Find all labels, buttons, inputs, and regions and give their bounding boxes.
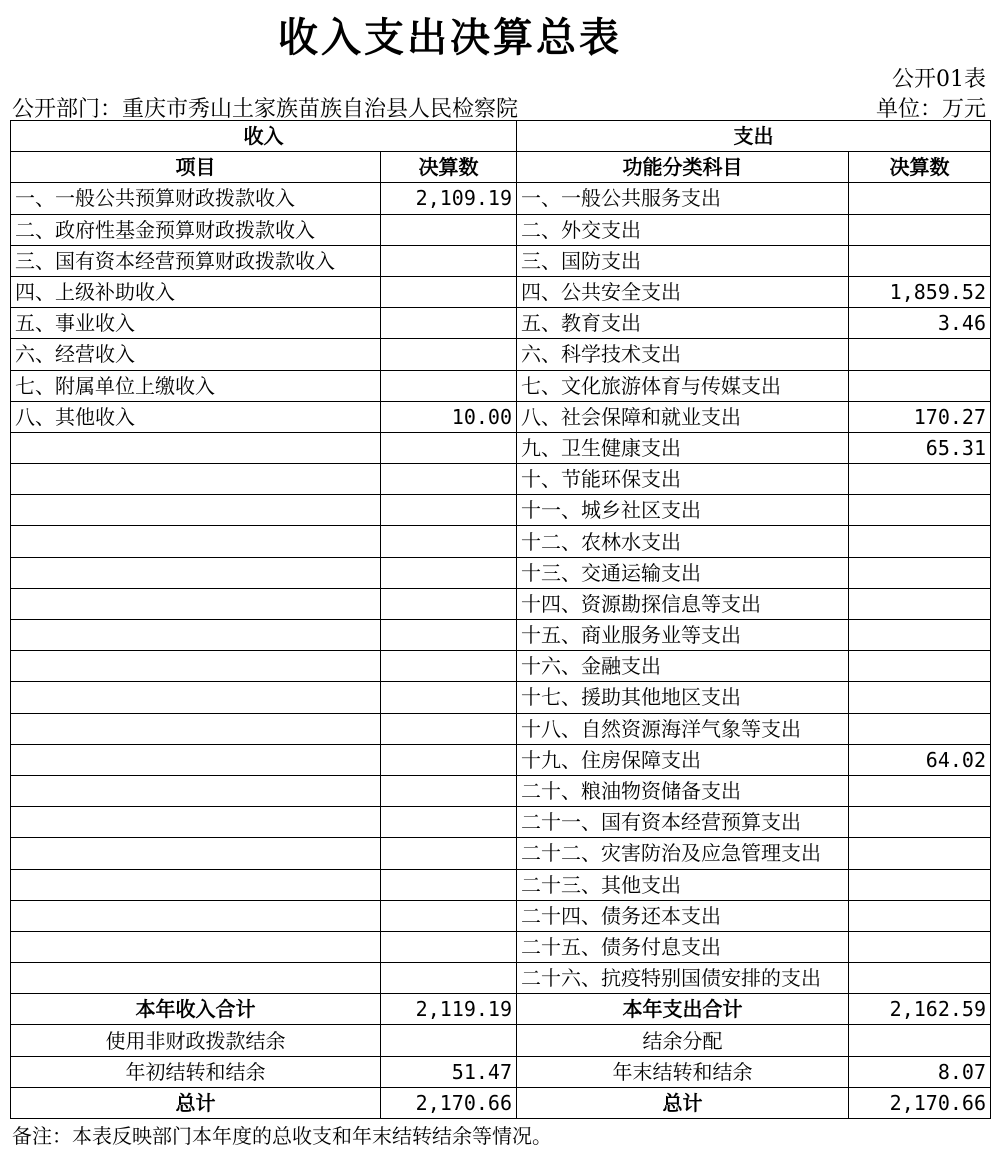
- summary-expense-label: 总计: [517, 1087, 849, 1118]
- table-row: [11, 869, 991, 900]
- summary-expense-amount: 8.07: [849, 1056, 991, 1087]
- income-amount-cell: [381, 620, 517, 651]
- expense-amount-cell: [849, 183, 991, 214]
- income-amount-cell: [381, 464, 517, 495]
- income-item-cell: 一、一般公共预算财政拨款收入: [11, 183, 381, 214]
- expense-amount-cell: [849, 245, 991, 276]
- expense-amount-cell: [849, 370, 991, 401]
- summary-expense-amount: [849, 1025, 991, 1056]
- expense-amount-cell: [849, 838, 991, 869]
- table-row: [11, 183, 991, 214]
- income-item-cell: [11, 931, 381, 962]
- income-amount-cell: [381, 495, 517, 526]
- summary-expense-amount: 2,170.66: [849, 1087, 991, 1118]
- expense-item-cell: 十、节能环保支出: [517, 464, 849, 495]
- income-item-cell: [11, 713, 381, 744]
- income-item-cell: [11, 651, 381, 682]
- income-amount-cell: [381, 588, 517, 619]
- expense-item-cell: 二十、粮油物资储备支出: [517, 775, 849, 806]
- income-amount-cell: [381, 308, 517, 339]
- expense-item-cell: 二十四、债务还本支出: [517, 900, 849, 931]
- income-item-cell: [11, 526, 381, 557]
- income-item-cell: [11, 963, 381, 994]
- header-row-group: [11, 121, 991, 152]
- table-row: [11, 588, 991, 619]
- expense-amount-cell: [849, 900, 991, 931]
- expense-item-cell: 二、外交支出: [517, 214, 849, 245]
- table-row: [11, 900, 991, 931]
- table-row: [11, 744, 991, 775]
- summary-expense-amount: 2,162.59: [849, 994, 991, 1025]
- income-amount-cell: [381, 214, 517, 245]
- summary-income-label: 年初结转和结余: [11, 1056, 381, 1087]
- table-row: [11, 931, 991, 962]
- income-amount-cell: [381, 245, 517, 276]
- header-row-columns: [11, 152, 991, 183]
- table-row: [11, 557, 991, 588]
- expense-item-cell: 十六、金融支出: [517, 651, 849, 682]
- expense-item-cell: 十八、自然资源海洋气象等支出: [517, 713, 849, 744]
- table-row: [11, 276, 991, 307]
- summary-row: [11, 1087, 991, 1118]
- income-item-cell: [11, 557, 381, 588]
- table-row: [11, 713, 991, 744]
- table-row: [11, 775, 991, 806]
- income-amount-cell: [381, 276, 517, 307]
- expense-item-cell: 六、科学技术支出: [517, 339, 849, 370]
- expense-item-cell: 八、社会保障和就业支出: [517, 401, 849, 432]
- income-item-cell: [11, 588, 381, 619]
- expense-amount-cell: 170.27: [849, 401, 991, 432]
- table-row: [11, 308, 991, 339]
- table-row: [11, 464, 991, 495]
- summary-row: [11, 1025, 991, 1056]
- summary-income-amount: [381, 1025, 517, 1056]
- summary-expense-label: 年末结转和结余: [517, 1056, 849, 1087]
- income-amount-cell: 2,109.19: [381, 183, 517, 214]
- expense-amount-cell: [849, 588, 991, 619]
- expense-amount-cell: [849, 339, 991, 370]
- page-title: 收入支出决算总表: [278, 14, 622, 61]
- expense-item-cell: 十九、住房保障支出: [517, 744, 849, 775]
- table-row: [11, 245, 991, 276]
- expense-item-cell: 二十三、其他支出: [517, 869, 849, 900]
- expense-amount-cell: [849, 869, 991, 900]
- expense-amount-cell: [849, 931, 991, 962]
- func-category-header: 功能分类科目: [517, 152, 849, 183]
- expense-amount-cell: [849, 963, 991, 994]
- department-label: 公开部门：重庆市秀山土家族苗族自治县人民检察院: [12, 97, 519, 122]
- table-row: [11, 651, 991, 682]
- budget-table-body: [11, 121, 991, 1119]
- income-item-cell: 七、附属单位上缴收入: [11, 370, 381, 401]
- expense-item-cell: 十四、资源勘探信息等支出: [517, 588, 849, 619]
- table-row: [11, 963, 991, 994]
- income-item-cell: [11, 495, 381, 526]
- footnote: 备注：本表反映部门本年度的总收支和年末结转结余等情况。: [12, 1124, 552, 1148]
- expense-item-cell: 三、国防支出: [517, 245, 849, 276]
- income-item-cell: [11, 464, 381, 495]
- table-row: [11, 495, 991, 526]
- income-amount-cell: [381, 838, 517, 869]
- income-amount-cell: 10.00: [381, 401, 517, 432]
- income-amount-header: 决算数: [381, 152, 517, 183]
- expense-item-cell: 一、一般公共服务支出: [517, 183, 849, 214]
- income-amount-cell: [381, 807, 517, 838]
- expense-amount-cell: [849, 807, 991, 838]
- summary-expense-label: 结余分配: [517, 1025, 849, 1056]
- table-row: [11, 807, 991, 838]
- expense-item-cell: 十一、城乡社区支出: [517, 495, 849, 526]
- form-number: 公开01表: [892, 67, 986, 92]
- expense-amount-cell: [849, 775, 991, 806]
- expense-item-cell: 二十二、灾害防治及应急管理支出: [517, 838, 849, 869]
- table-row: [11, 432, 991, 463]
- income-item-cell: 五、事业收入: [11, 308, 381, 339]
- expense-amount-cell: 65.31: [849, 432, 991, 463]
- expense-amount-cell: [849, 464, 991, 495]
- expense-amount-cell: [849, 495, 991, 526]
- income-amount-cell: [381, 432, 517, 463]
- table-row: [11, 682, 991, 713]
- income-item-cell: [11, 807, 381, 838]
- budget-table: [10, 120, 991, 1119]
- table-row: [11, 838, 991, 869]
- summary-row: [11, 994, 991, 1025]
- income-item-cell: [11, 744, 381, 775]
- income-item-cell: [11, 900, 381, 931]
- expense-amount-cell: [849, 651, 991, 682]
- table-row: [11, 401, 991, 432]
- table-row: [11, 526, 991, 557]
- income-amount-cell: [381, 931, 517, 962]
- expense-item-cell: 二十一、国有资本经营预算支出: [517, 807, 849, 838]
- income-amount-cell: [381, 557, 517, 588]
- table-row: [11, 214, 991, 245]
- income-amount-cell: [381, 651, 517, 682]
- income-header: 收入: [11, 121, 517, 152]
- table-row: [11, 370, 991, 401]
- expense-item-cell: 十二、农林水支出: [517, 526, 849, 557]
- expense-item-cell: 十七、援助其他地区支出: [517, 682, 849, 713]
- expense-amount-cell: [849, 620, 991, 651]
- income-amount-cell: [381, 339, 517, 370]
- expense-item-cell: 九、卫生健康支出: [517, 432, 849, 463]
- expense-amount-cell: [849, 557, 991, 588]
- expense-item-cell: 五、教育支出: [517, 308, 849, 339]
- income-amount-cell: [381, 963, 517, 994]
- income-amount-cell: [381, 682, 517, 713]
- income-amount-cell: [381, 744, 517, 775]
- income-amount-cell: [381, 869, 517, 900]
- expense-item-cell: 十三、交通运输支出: [517, 557, 849, 588]
- expense-header: 支出: [517, 121, 991, 152]
- income-item-cell: 四、上级补助收入: [11, 276, 381, 307]
- income-item-cell: 三、国有资本经营预算财政拨款收入: [11, 245, 381, 276]
- expense-amount-cell: [849, 214, 991, 245]
- expense-amount-cell: [849, 713, 991, 744]
- income-amount-cell: [381, 526, 517, 557]
- income-amount-cell: [381, 370, 517, 401]
- expense-item-cell: 二十六、抗疫特别国债安排的支出: [517, 963, 849, 994]
- income-item-cell: [11, 432, 381, 463]
- summary-income-amount: 2,170.66: [381, 1087, 517, 1118]
- summary-expense-label: 本年支出合计: [517, 994, 849, 1025]
- summary-income-label: 本年收入合计: [11, 994, 381, 1025]
- expense-item-cell: 四、公共安全支出: [517, 276, 849, 307]
- expense-item-cell: 七、文化旅游体育与传媒支出: [517, 370, 849, 401]
- income-amount-cell: [381, 900, 517, 931]
- income-item-cell: 二、政府性基金预算财政拨款收入: [11, 214, 381, 245]
- table-row: [11, 620, 991, 651]
- summary-income-label: 总计: [11, 1087, 381, 1118]
- income-item-cell: [11, 869, 381, 900]
- summary-income-amount: 51.47: [381, 1056, 517, 1087]
- income-item-cell: [11, 682, 381, 713]
- table-row: [11, 339, 991, 370]
- income-item-cell: 六、经营收入: [11, 339, 381, 370]
- income-item-cell: 八、其他收入: [11, 401, 381, 432]
- expense-amount-cell: [849, 526, 991, 557]
- income-item-cell: [11, 620, 381, 651]
- income-item-cell: [11, 838, 381, 869]
- summary-income-amount: 2,119.19: [381, 994, 517, 1025]
- income-amount-cell: [381, 713, 517, 744]
- expense-amount-header: 决算数: [849, 152, 991, 183]
- expense-amount-cell: 1,859.52: [849, 276, 991, 307]
- expense-amount-cell: [849, 682, 991, 713]
- income-item-cell: [11, 775, 381, 806]
- expense-item-cell: 二十五、债务付息支出: [517, 931, 849, 962]
- item-header: 项目: [11, 152, 381, 183]
- expense-amount-cell: 3.46: [849, 308, 991, 339]
- summary-income-label: 使用非财政拨款结余: [11, 1025, 381, 1056]
- income-amount-cell: [381, 775, 517, 806]
- expense-amount-cell: 64.02: [849, 744, 991, 775]
- summary-row: [11, 1056, 991, 1087]
- expense-item-cell: 十五、商业服务业等支出: [517, 620, 849, 651]
- unit-label: 单位：万元: [875, 97, 986, 122]
